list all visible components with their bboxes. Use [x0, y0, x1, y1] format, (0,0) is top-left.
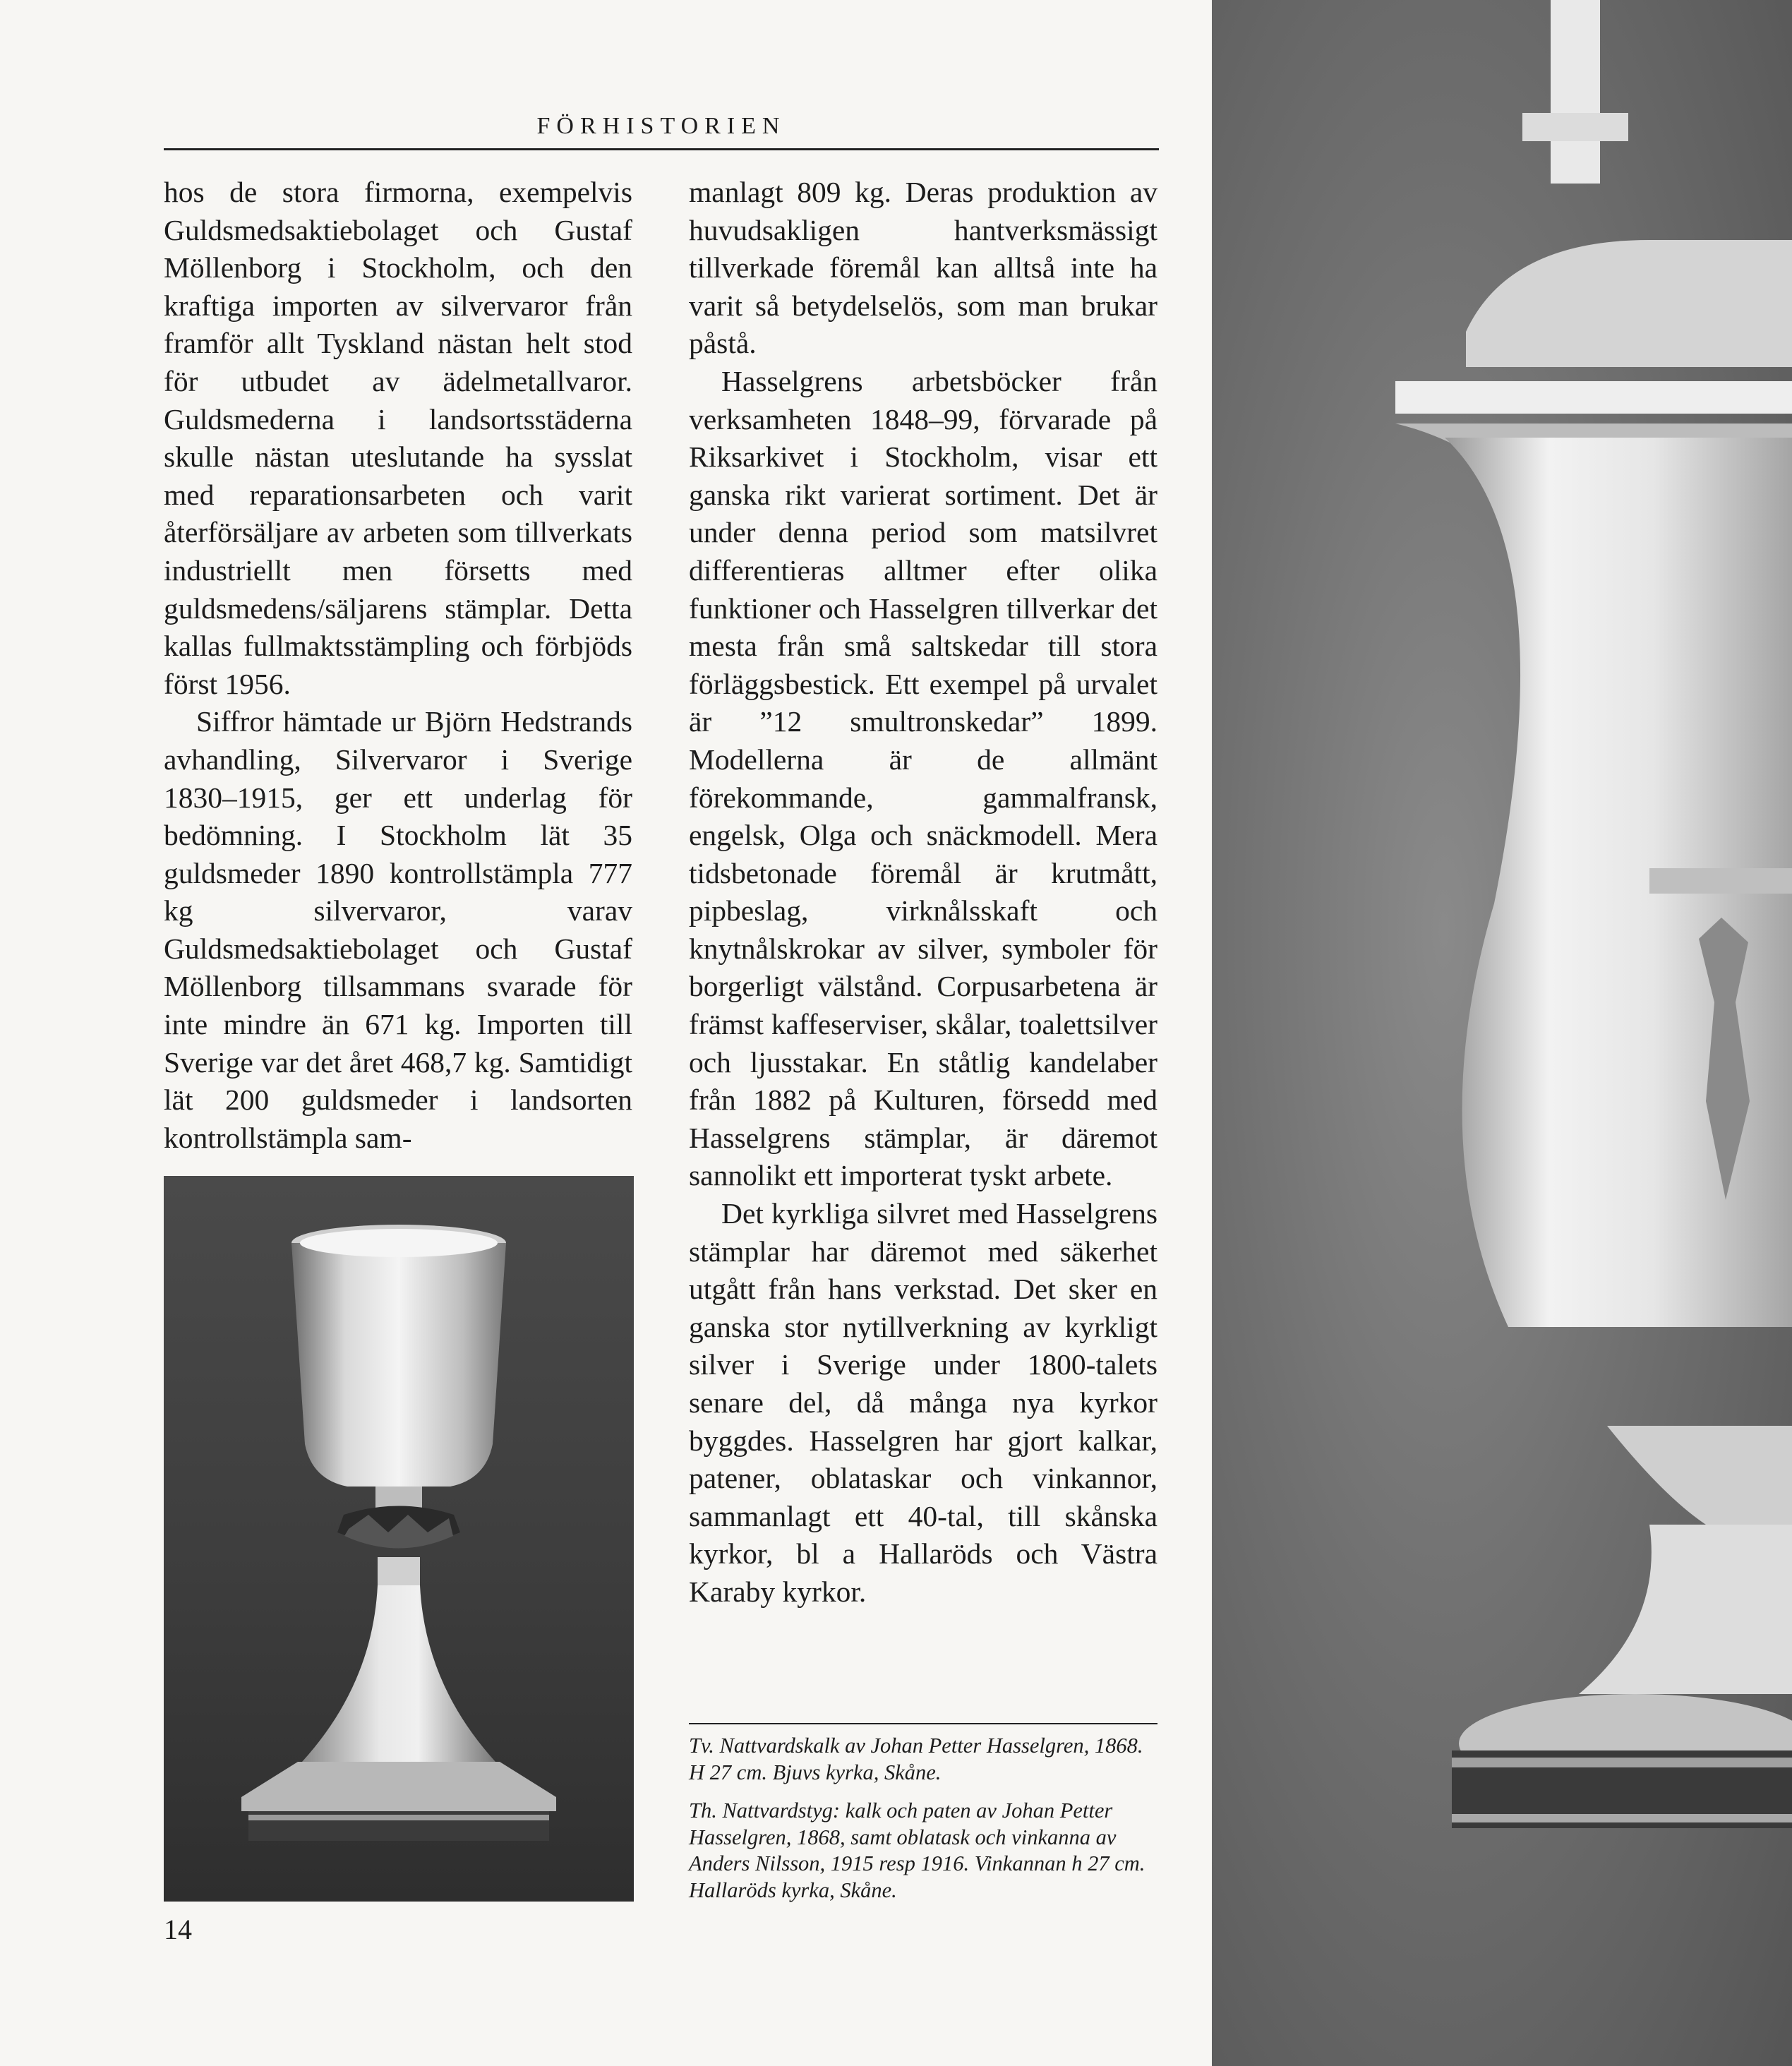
caption-right-photo: Th. Nattvardstyg: kalk och paten av Johan Petter Hasselgren, 1868, samt oblatask och vinkanna av Anders Nilsson, 1915 resp 1916. Vinkannan h 27 cm. Hallaröds kyrka, Skåne. — [689, 1798, 1145, 1902]
paragraph: Siffror hämtade ur Björn Hedstrands avhandling, Silvervaror i Sverige 1830–1915, ger ett underlag för bedömning. I Stockholm lät 35 guldsmeder 1890 kontrollstämpla 777 kg silvervaror, varav Guldsmedsaktiebolaget och Gustaf Möllenborg tillsammans svarade för inte mindre än 671 kg. Importen till Sverige var det året 468,7 kg. Samtidigt lät 200 guldsmeder i landsorten kontrollstämpla sam- — [164, 705, 632, 1154]
header-rule — [164, 148, 1159, 150]
right-text-column — [689, 174, 1157, 1611]
page-number: 14 — [164, 1914, 192, 1945]
paragraph: manlagt 809 kg. Deras produktion av huvudsakligen hantverksmässigt tillverkade föremål kan alltså inte ha varit så betydelselös, som man brukar påstå. — [689, 176, 1157, 360]
paragraph: Hasselgrens arbetsböcker från verksamheten 1848–99, förvarade på Riksarkivet i Stockholm, visar ett ganska rikt varierat sortiment. Det är under denna period som matsilvret differentieras alltmer efter olika funktioner och Hasselgren tillverkar det mesta från små saltskedar till stora förläggsbestick. Ett exempel på urvalet är ”12 smultronskedar” 1899. Modellerna är de allmänt förekommande, gammalfransk, engelsk, Olga och snäckmodell. Mera tidsbetonade föremål är krutmått, pipbeslag, virknålsskaft och knytnålskrokar av silver, symboler för borgerligt välstånd. Corpusarbetena är främst kaffeserviser, skålar, toalettsilver och ljusstakar. En ståtlig kandelaber från 1882 på Kulturen, försedd med Hasselgrens stämplar, är däremot sannolikt ett importerat tyskt arbete. — [689, 364, 1157, 1192]
chalice-illustration — [164, 1176, 634, 1902]
wine-jug-illustration — [1212, 0, 1792, 2066]
caption-rule — [689, 1723, 1157, 1724]
left-text-column — [164, 174, 632, 1157]
wine-jug-photo — [1212, 0, 1792, 2066]
paragraph: hos de stora firmorna, exempelvis Guldsmedsaktiebolaget och Gustaf Möllenborg i Stockholm, och den kraftiga importen av silvervaror från framför allt Tyskland nästan helt stod för utbudet av ädelmetallvaror. Guldsmederna i landsortsstäderna skulle nästan uteslutande ha sysslat med reparationsarbeten och varit återförsäljare av arbeten som tillverkats industriellt men försetts med guldsmedens/säljarens stämplar. Detta kallas fullmaktsstämpling och förbjöds först 1956. — [164, 176, 632, 700]
running-head: FÖRHISTORIEN — [536, 113, 786, 139]
chalice-photo — [164, 1176, 634, 1902]
caption-left-photo: Tv. Nattvardskalk av Johan Petter Hasselgren, 1868. H 27 cm. Bjuvs kyrka, Skåne. — [689, 1734, 1143, 1784]
paragraph: Det kyrkliga silvret med Hasselgrens stämplar har däremot med säkerhet utgått från hans verkstad. Det sker en ganska stor nytillverkning av kyrkligt silver i Sverige under 1800-talets senare del, då många nya kyrkor byggdes. Hasselgren har gjort kalkar, patener, oblataskar och vinkannor, sammanlagt ett 40-tal, till skånska kyrkor, bl a Hallaröds och Västra Karaby kyrkor. — [689, 1197, 1157, 1608]
